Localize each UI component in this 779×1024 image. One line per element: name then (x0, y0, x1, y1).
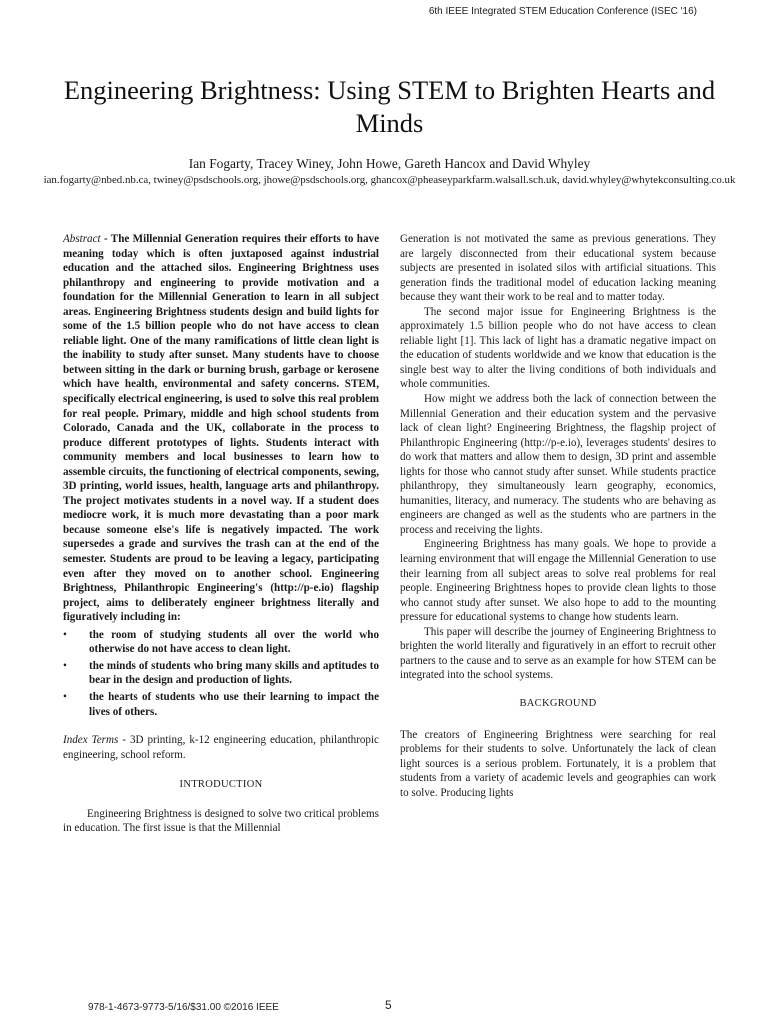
intro-paragraph: Engineering Brightness has many goals. We hope to provide a learning environment that will engage the Millennial Generation to use their learning from all subject areas to solve real problems for real people. Engineering Brightness hopes to provide clean lights to those who cannot study after sunset. We also hope to add to the mounting pressure for educational systems to change how students learn. (400, 538, 716, 624)
abstract (63, 232, 379, 625)
conference-header: 6th IEEE Integrated STEM Education Conference (ISEC '16) (428, 6, 697, 17)
intro-paragraph-continued: Generation is not motivated the same as previous generations. They are largely disconnected from their educational system because subjects are presented in isolated silos with artificial situations. This generation finds the traditional model of education lacking meaning because they want their work to be real and to matter today. (400, 233, 716, 304)
index-terms-text: - 3D printing, k-12 engineering education, philanthropic engineering, school reform. (63, 734, 379, 761)
section-heading-background: BACKGROUND (519, 697, 597, 709)
list-item (63, 659, 379, 688)
section-heading-introduction: INTRODUCTION (179, 779, 263, 791)
abstract-text: - The Millennial Generation requires their efforts to have meaning today which is often juxtaposed against industrial education and the attached silos. Engineering Brightness uses philanthropy and engineering to provide motivation and a foundation for the Millennial Generation to learn in all subject areas. Engineering Brightness students design and build lights for some of the 1.5 billion people who do not have access to clean reliable light. One of the many ramifications of little clean light is the inability to study after sunset. Many students have to choose between sitting in the dark or burning brush, garbage or kerosene which have health, environmental and safety concerns. STEM, specifically electrical engineering, is used to solve this real problem for real people. Primary, middle and high school students from Colorado, Canada and the UK, collaborate in the process to produce different prototypes of lights. Students interact with community members and local businesses to learn how to assemble circuits, the functioning of electrical components, sewing, 3D printing, world issues, health, language arts and philanthropy. The project motivates students in a novel way. If a student does mediocre work, it is much more devastating than a poor mark because someone else's life is negatively impacted. The work supersedes a grade and survives the trash can at the end of the semester. Students are proud to be leaving a legacy, participating even after they moved on to another school. Engineering Brightness, Philanthropic Engineering's (http://p-e.io) flagship project, aims to deliberately engineer brightness literally and figuratively including in: (63, 233, 379, 624)
right-column (400, 232, 716, 800)
list-item (63, 628, 379, 657)
abstract-label: Abstract (63, 233, 101, 245)
index-terms (63, 733, 379, 762)
copyright-footer: 978-1-4673-9773-5/16/$31.00 ©2016 IEEE (88, 1002, 279, 1013)
bullet-icon: • (63, 690, 67, 703)
author-emails: ian.fogarty@nbed.nb.ca, twiney@psdschools.org, jhowe@psdschools.org, ghancox@pheaseyparkfarm.walsall.sch.uk, david.whyley@whytekconsulting.co.uk (43, 174, 736, 186)
bullet-icon: • (63, 628, 67, 641)
bullet-text: the minds of students who bring many skills and aptitudes to bear in the design and production of lights. (89, 659, 379, 687)
page-number: 5 (385, 998, 392, 1012)
bullet-text: the hearts of students who use their learning to impact the lives of others. (89, 690, 379, 718)
intro-paragraph: This paper will describe the journey of Engineering Brightness to brighten the world literally and figuratively in an effort to recruit other partners to the cause and to serve as an example for how STEM can be integrated into the school systems. (400, 625, 716, 682)
paper-title: Engineering Brightness: Using STEM to Brighten Hearts and Minds (63, 75, 716, 138)
intro-paragraph: How might we address both the lack of connection between the Millennial Generation and their education system and the pervasive lack of clean light? Engineering Brightness, the flagship project of Philanthropic Engineering (http://p-e.io), leverages students' desires to do work that matters and allow them to design, 3D print and assemble lights for those who cannot study after sunset. While students practice philanthropy, they simultaneously learn geography, economics, humanities, literacy, and numeracy. The students who are behaving as engineers are changed as well as the students who are partners in the process and receiving the lights. (400, 393, 716, 536)
intro-paragraph: Engineering Brightness is designed to solve two critical problems in education. The first issue is that the Millennial (63, 807, 379, 835)
list-item (63, 690, 379, 719)
bullet-text: the room of studying students all over the world who otherwise do not have access to clean light. (89, 628, 379, 656)
left-column (63, 232, 379, 836)
author-list: Ian Fogarty, Tracey Winey, John Howe, Gareth Hancox and David Whyley (188, 156, 591, 171)
index-terms-label: Index Terms (63, 734, 119, 747)
background-paragraph: The creators of Engineering Brightness were searching for real problems for their students to solve. Unfortunately the lack of clean light sources is a serious problem. Fortunately, it is a problem that students from a variety of academic levels and geographies can work to solve. Producing lights (400, 728, 716, 799)
bullet-icon: • (63, 659, 67, 672)
abstract-bullets (63, 628, 379, 719)
intro-paragraph: The second major issue for Engineering Brightness is the approximately 1.5 billion people who do not have access to clean reliable light [1]. This lack of light has a dramatic negative impact on the education of students worldwide and we know that education is the single best way to alter the living conditions of both individuals and whole communities. (400, 305, 716, 391)
